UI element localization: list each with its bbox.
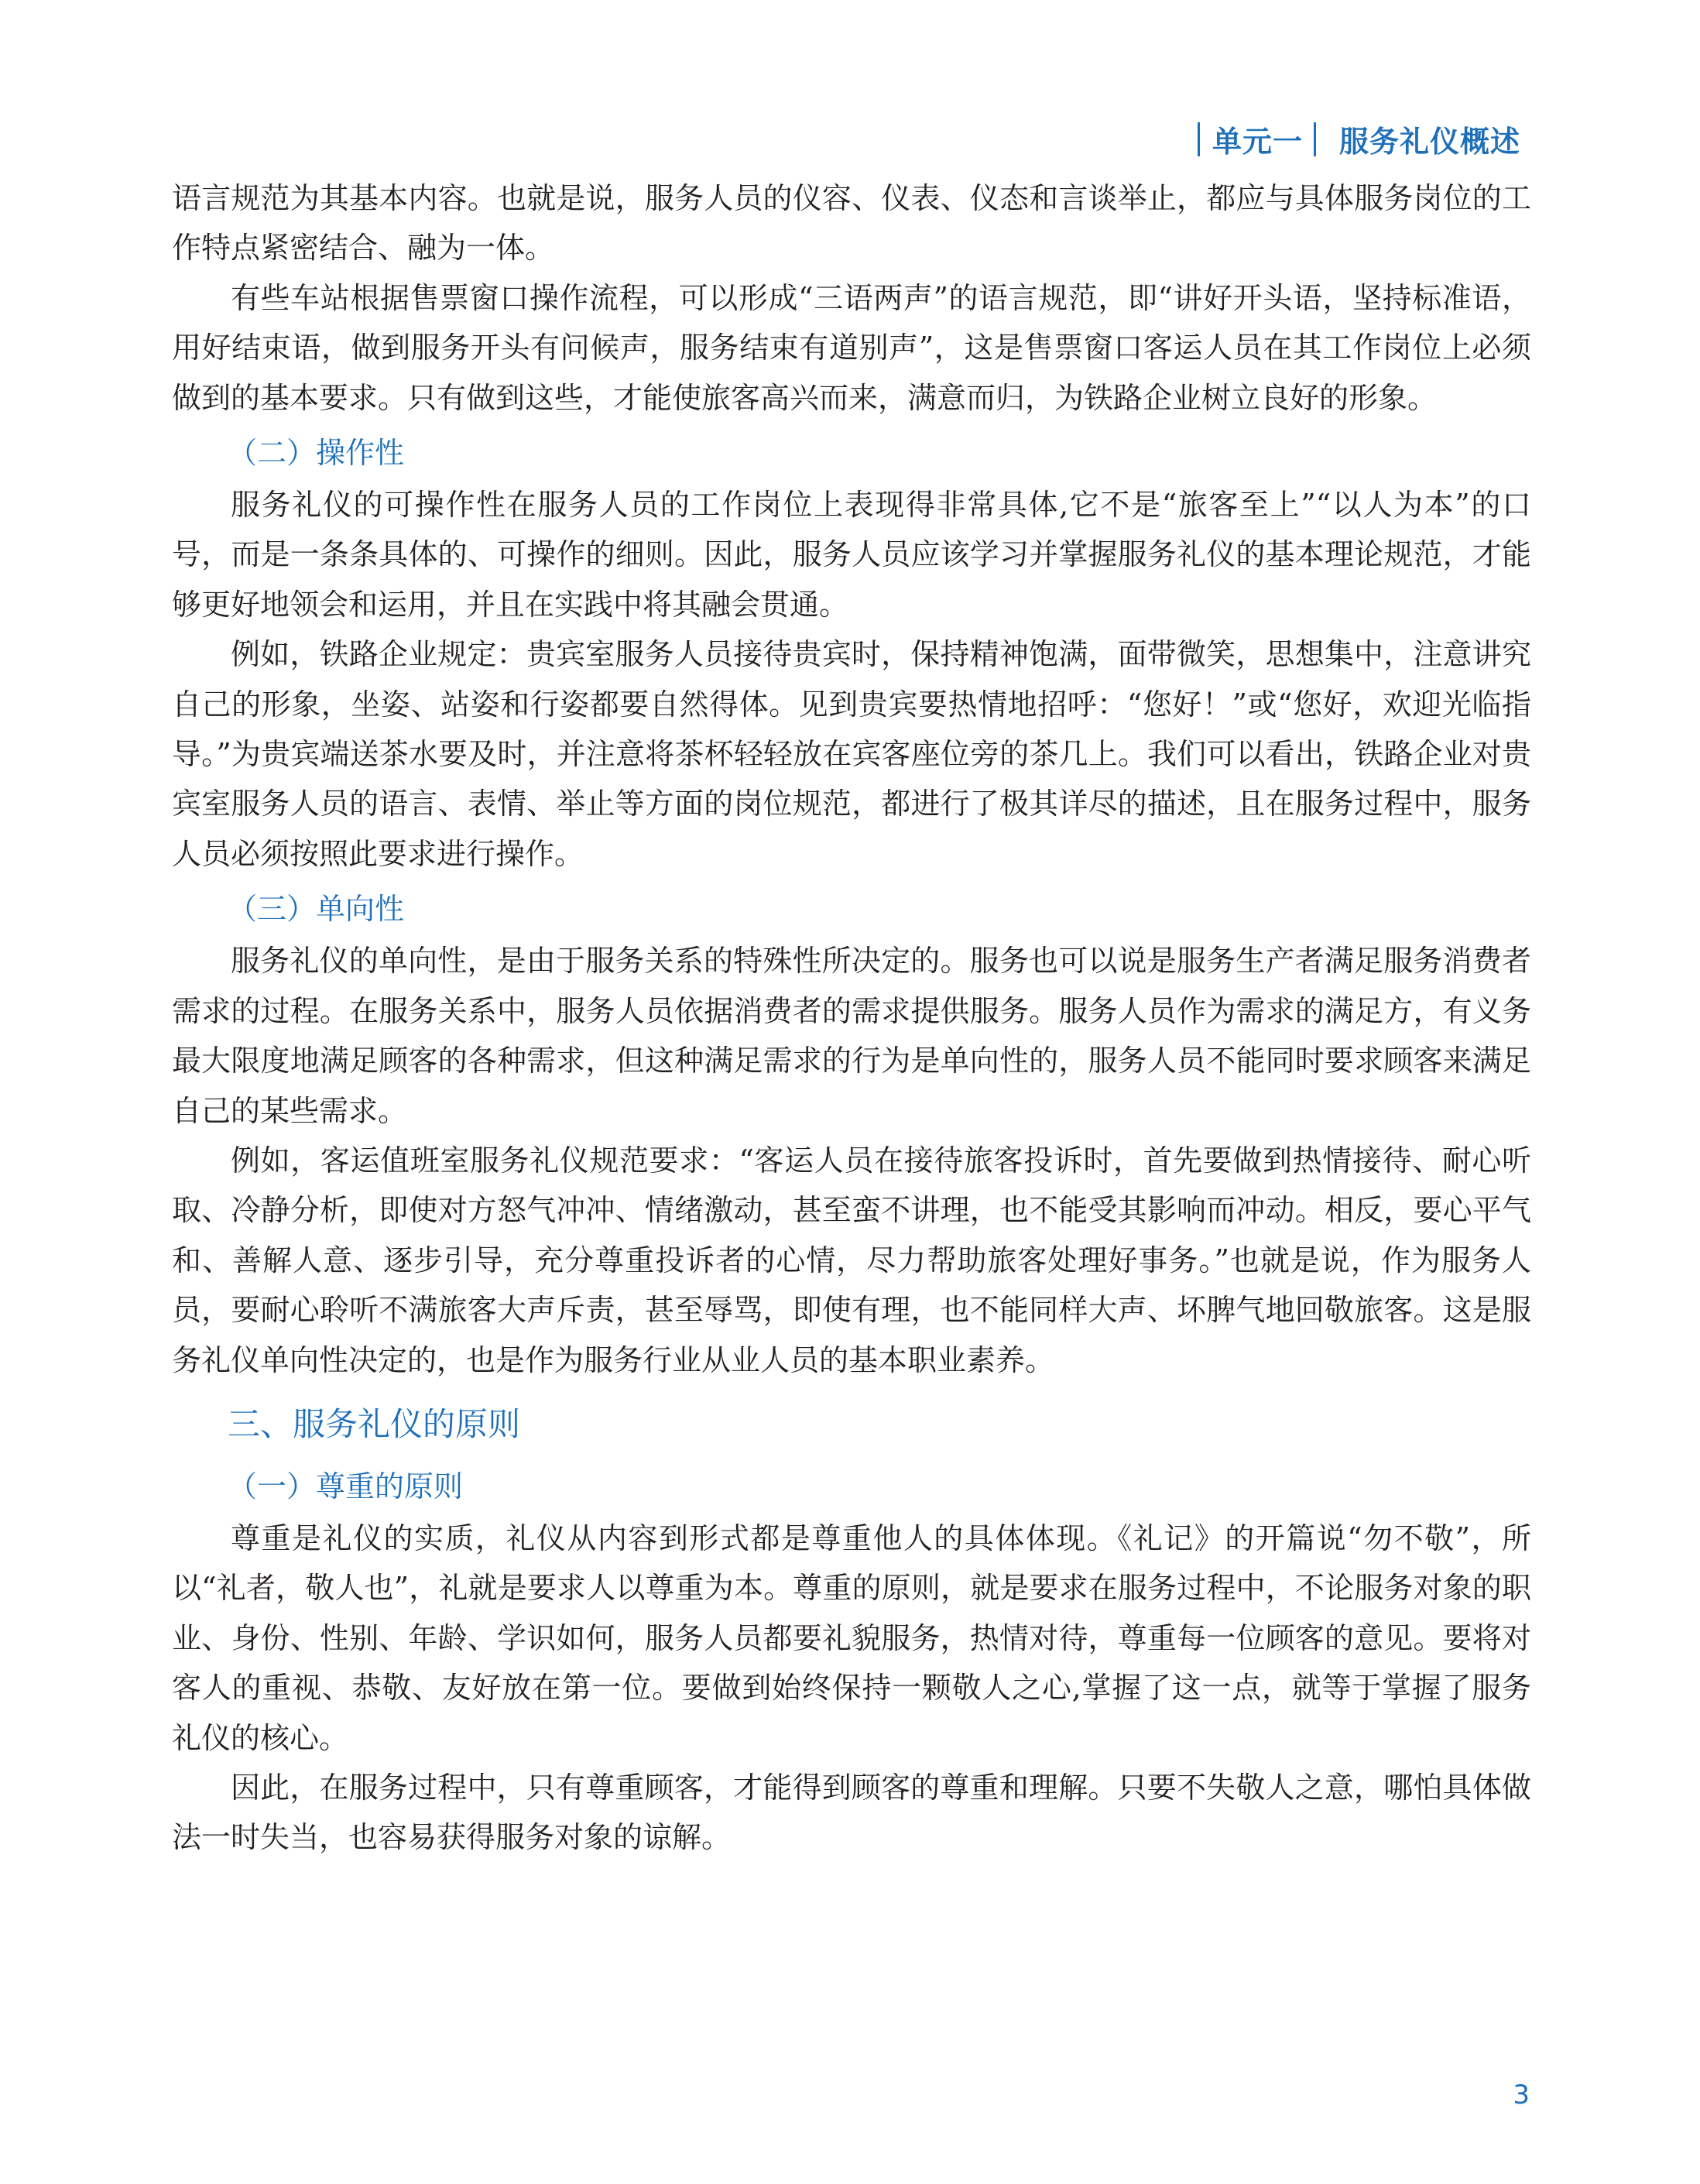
paragraph: 例如，客运值班室服务礼仪规范要求：“客运人员在接待旅客投诉时，首先要做到热情接待、耐心听取、冷静分析，即使对方怒气冲冲、情绪激动，甚至蛮不讲理，也不能受其影响而冲动。相反，要心平气和、善解人意、逐步引导，充分尊重投诉者的心情，尽力帮助旅客处理好事务。”也就是说，作为服务人员，要耐心聆听不满旅客大声斥责，甚至辱骂，即使有理，也不能同样大声、坏脾气地回敬旅客。这是服务礼仪单向性决定的，也是作为服务行业从业人员的基本职业素养。 <box>172 1143 1531 1377</box>
page-number: 3 <box>1513 2079 1530 2110</box>
section-heading: 三、服务礼仪的原则 <box>228 1404 521 1443</box>
paragraph: 语言规范为其基本内容。也就是说，服务人员的仪容、仪表、仪态和言谈举止，都应与具体服务岗位的工作特点紧密结合、融为一体。 <box>172 181 1531 266</box>
header-divider-left <box>1198 122 1200 156</box>
header-divider-right <box>1314 122 1316 156</box>
header-unit-label: 单元一 <box>1212 125 1303 159</box>
subsection-heading: （一）尊重的原则 <box>228 1469 464 1503</box>
paragraph: 尊重是礼仪的实质，礼仪从内容到形式都是尊重他人的具体体现。《礼记》的开篇说“勿不敬”，所以“礼者，敬人也”，礼就是要求人以尊重为本。尊重的原则，就是要求在服务过程中，不论服务对象的职业、身份、性别、年龄、学识如何，服务人员都要礼貌服务，热情对待，尊重每一位顾客的意见。要将对客人的重视、恭敬、友好放在第一位。要做到始终保持一颗敬人之心,掌握了这一点，就等于掌握了服务礼仪的核心。 <box>172 1521 1531 1755</box>
body-text <box>172 173 1531 1863</box>
paragraph: 服务礼仪的单向性，是由于服务关系的特殊性所决定的。服务也可以说是服务生产者满足服务消费者需求的过程。在服务关系中，服务人员依据消费者的需求提供服务。服务人员作为需求的满足方，有义务最大限度地满足顾客的各种需求，但这种满足需求的行为是单向性的，服务人员不能同时要求顾客来满足自己的某些需求。 <box>172 944 1531 1128</box>
paragraph: 因此，在服务过程中，只有尊重顾客，才能得到顾客的尊重和理解。只要不失敬人之意，哪怕具体做法一时失当，也容易获得服务对象的谅解。 <box>172 1770 1531 1855</box>
paragraph: 服务礼仪的可操作性在服务人员的工作岗位上表现得非常具体,它不是“旅客至上”“以人为本”的口号，而是一条条具体的、可操作的细则。因此，服务人员应该学习并掌握服务礼仪的基本理论规范，才能够更好地领会和运用，并且在实践中将其融会贯通。 <box>172 488 1531 622</box>
subsection-heading: （三）单向性 <box>228 892 405 927</box>
paragraph: 例如，铁路企业规定：贵宾室服务人员接待贵宾时，保持精神饱满，面带微笑，思想集中，注意讲究自己的形象，坐姿、站姿和行姿都要自然得体。见到贵宾要热情地招呼：“您好！”或“您好，欢迎光临指导。”为贵宾端送茶水要及时，并注意将茶杯轻轻放在宾客座位旁的茶几上。我们可以看出，铁路企业对贵宾室服务人员的语言、表情、举止等方面的岗位规范，都进行了极其详尽的描述，且在服务过程中，服务人员必须按照此要求进行操作。 <box>172 637 1531 871</box>
subsection-heading: （二）操作性 <box>228 436 405 471</box>
running-header <box>1198 118 1520 160</box>
paragraph: 有些车站根据售票窗口操作流程，可以形成“三语两声”的语言规范，即“讲好开头语，坚持标准语，用好结束语，做到服务开头有问候声，服务结束有道别声”，这是售票窗口客运人员在其工作岗位上必须做到的基本要求。只有做到这些，才能使旅客高兴而来，满意而归，为铁路企业树立良好的形象。 <box>172 280 1531 415</box>
header-chapter-title: 服务礼仪概述 <box>1338 125 1520 159</box>
